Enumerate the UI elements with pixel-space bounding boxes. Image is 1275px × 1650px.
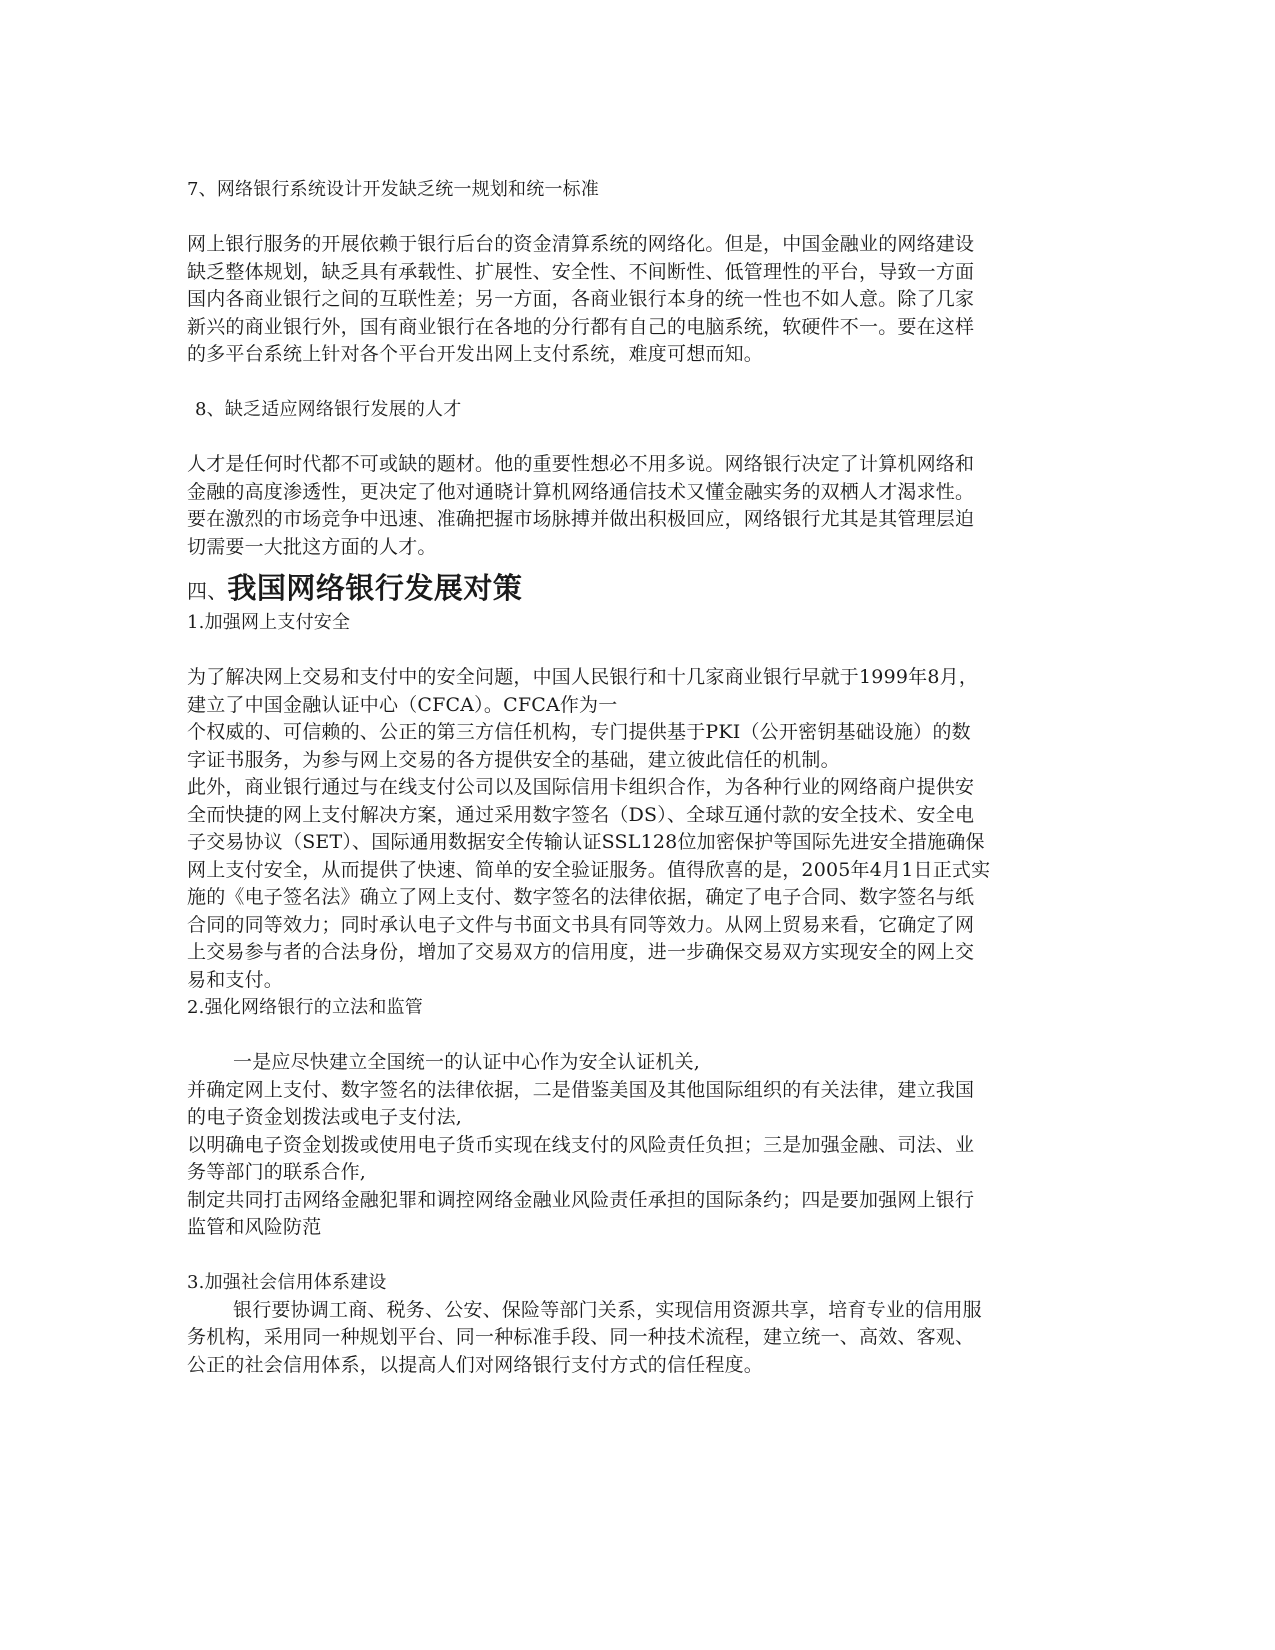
paragraph-line: 网上支付安全，从而提供了快速、简单的安全验证服务。值得欣喜的是，2005年4月1日正式实	[187, 858, 991, 881]
paragraph-line: 易和支付。	[187, 968, 284, 991]
paragraph-line: 金融的高度渗透性，更决定了他对通晓计算机网络通信技术又懂金融实务的双栖人才渴求性。	[187, 480, 975, 503]
paragraph-line: 的电子资金划拨法或电子支付法,	[187, 1106, 463, 1128]
section-7-paragraph	[187, 231, 1087, 369]
paragraph-line: 网上银行服务的开展依赖于银行后台的资金清算系统的网络化。但是，中国金融业的网络建设	[187, 233, 975, 255]
paragraph-line: 国内各商业银行之间的互联性差；另一方面，各商业银行本身的统一性也不如人意。除了几家	[187, 288, 975, 310]
subsection-3-paragraph	[187, 1297, 1087, 1380]
paragraph-line: 合同的同等效力；同时承认电子文件与书面文书具有同等效力。从网上贸易来看，它确定了网	[187, 913, 975, 936]
subsection-3-heading: 3.加强社会信用体系建设	[187, 1272, 387, 1293]
paragraph-first-line: 银行要协调工商、税务、公安、保险等部门关系，实现信用资源共享，培育专业的信用服	[233, 1298, 982, 1321]
paragraph-line: 子交易协议（SET）、国际通用数据安全传输认证SSL128位加密保护等国际先进安全措施确保	[187, 831, 985, 853]
paragraph-line: 字证书服务，为参与网上交易的各方提供安全的基础，建立彼此信任的机制。	[187, 748, 840, 771]
paragraph-line: 要在激烈的市场竞争中迅速、准确把握市场脉搏并做出积极回应，网络银行尤其是其管理层迫	[187, 508, 975, 530]
paragraph-first-line: 一是应尽快建立全国统一的认证中心作为安全认证机关,	[233, 1051, 701, 1073]
paragraph-line: 全而快捷的网上支付解决方案，通过采用数字签名（DS）、全球互通付款的安全技术、安全电	[187, 803, 975, 826]
paragraph-line: 缺乏整体规划，缺乏具有承载性、扩展性、安全性、不间断性、低管理性的平台，导致一方面	[187, 260, 975, 283]
spacer	[187, 369, 1087, 397]
paragraph-line: 新兴的商业银行外，国有商业银行在各地的分行都有自己的电脑系统，软硬件不一。要在这样	[187, 315, 975, 338]
paragraph-line: 人才是任何时代都不可或缺的题材。他的重要性想必不用多说。网络银行决定了计算机网络和	[187, 453, 975, 475]
spacer	[187, 204, 1087, 232]
paragraph-line: 监管和风险防范	[187, 1216, 322, 1238]
subsection-2-paragraph	[187, 1049, 1087, 1242]
spacer	[187, 1242, 1087, 1270]
paragraph-line: 制定共同打击网络金融犯罪和调控网络金融业风险责任承担的国际条约；四是要加强网上银行	[187, 1188, 975, 1211]
subsection-2-heading: 2.强化网络银行的立法和监管	[187, 997, 423, 1018]
section-8-heading: 8、缺乏适应网络银行发展的人才	[195, 399, 462, 420]
paragraph-line: 施的《电子签名法》确立了网上支付、数字签名的法律依据，确定了电子合同、数字签名与纸	[187, 886, 975, 908]
paragraph-line: 此外，商业银行通过与在线支付公司以及国际信用卡组织合作，为各种行业的网络商户提供安	[187, 776, 975, 798]
paragraph-line: 建立了中国金融认证中心（CFCA）。CFCA作为一	[187, 693, 618, 716]
paragraph-line: 并确定网上支付、数字签名的法律依据，二是借鉴美国及其他国际组织的有关法律，建立我国	[187, 1078, 975, 1101]
spacer	[187, 1022, 1087, 1050]
paragraph-line: 以明确电子资金划拨或使用电子货币实现在线支付的风险责任负担；三是加强金融、司法、业	[187, 1133, 975, 1156]
section-8-paragraph	[187, 451, 1087, 561]
part-4-title: 我国网络银行发展对策	[227, 571, 523, 605]
subsection-1-heading: 1.加强网上支付安全	[187, 612, 351, 633]
part-4-number: 四、	[187, 579, 228, 603]
paragraph-line: 公正的社会信用体系，以提高人们对网络银行支付方式的信任程度。	[187, 1353, 764, 1376]
paragraph-line: 为了解决网上交易和支付中的安全问题，中国人民银行和十几家商业银行早就于1999年8月，	[187, 666, 979, 688]
paragraph-line: 个权威的、可信赖的、公正的第三方信任机构，专门提供基于PKI（公开密钥基础设施）的数	[187, 721, 971, 743]
paragraph-line: 务等部门的联系合作,	[187, 1161, 367, 1183]
document-body	[187, 176, 1087, 1379]
spacer	[187, 424, 1087, 452]
paragraph-line: 上交易参与者的合法身份，增加了交易双方的信用度，进一步确保交易双方实现安全的网上交	[187, 941, 975, 963]
subsection-1-paragraph	[187, 664, 1087, 994]
paragraph-line: 的多平台系统上针对各个平台开发出网上支付系统，难度可想而知。	[187, 343, 764, 365]
paragraph-line: 务机构，采用同一种规划平台、同一种标准手段、同一种技术流程，建立统一、高效、客观、	[187, 1326, 975, 1348]
part-4-heading	[187, 569, 1087, 609]
paragraph-line: 切需要一大批这方面的人才。	[187, 535, 437, 558]
section-7-heading: 7、网络银行系统设计开发缺乏统一规划和统一标准	[187, 179, 600, 200]
spacer	[187, 637, 1087, 665]
